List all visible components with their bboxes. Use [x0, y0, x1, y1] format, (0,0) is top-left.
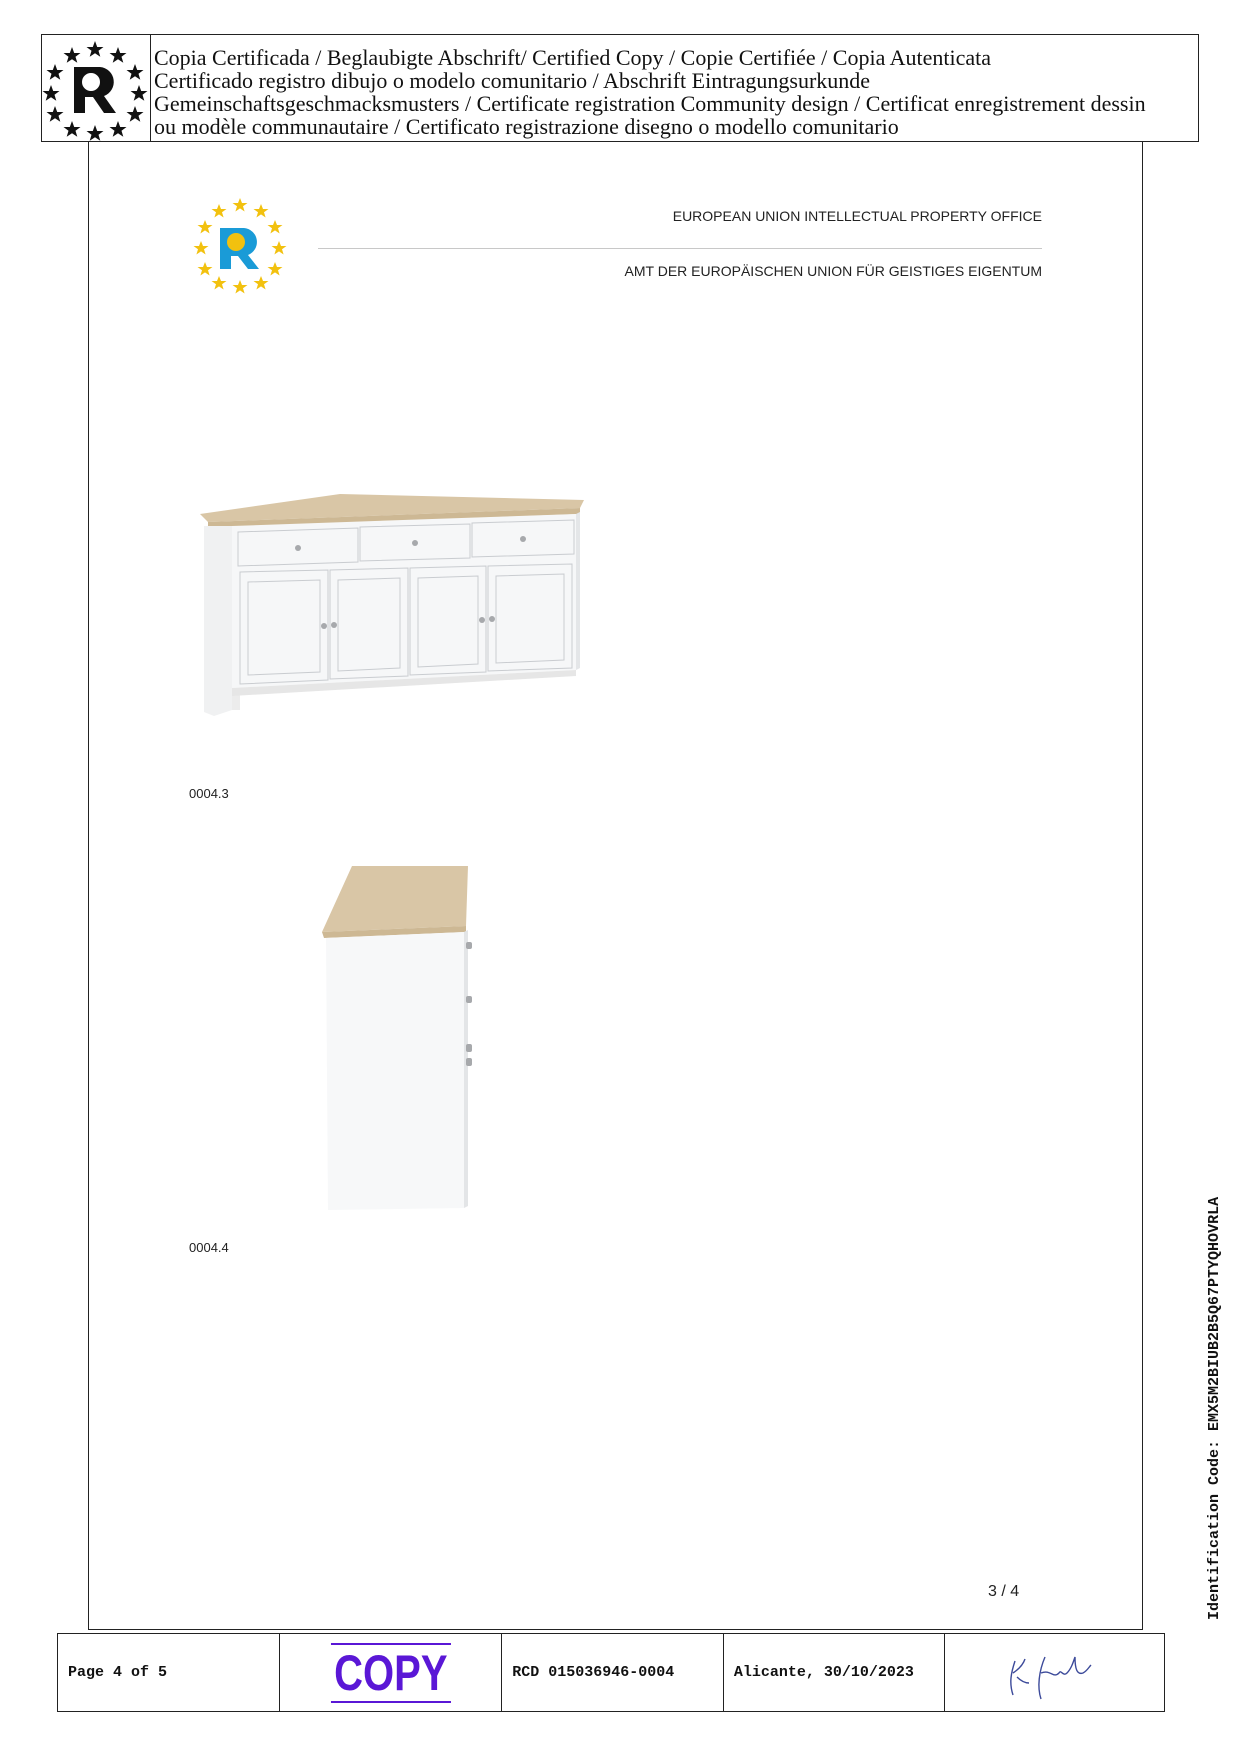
- certificate-title: [154, 46, 1194, 138]
- divider: [318, 248, 1042, 249]
- euipo-logo: [190, 196, 290, 296]
- header-line: Certificado registro dibujo o modelo comunitario / Abschrift Eintragungsurkunde: [154, 68, 871, 93]
- header-line: Gemeinschaftsgeschmacksmusters / Certificate registration Community design / Certificat enregistrement dessin: [154, 91, 1146, 116]
- page-number: 3 / 4: [988, 1583, 1020, 1600]
- office-name-german: AMT DER EUROPÄISCHEN UNION FÜR GEISTIGES EIGENTUM: [624, 263, 1042, 279]
- footer-page-info: Page 4 of 5: [58, 1634, 280, 1711]
- signature: [945, 1634, 1164, 1711]
- header-line: Copia Certificada / Beglaubigte Abschrift/ Certified Copy / Copie Certifiée / Copia Autenticata: [154, 45, 992, 70]
- handwritten-signature-icon: [995, 1643, 1115, 1703]
- euipo-logo-black: [42, 35, 151, 141]
- design-view-side: [318, 862, 478, 1212]
- identification-code: Identification Code: EMX5M2BIUB2B5Q67PTYQHOVRLA: [1206, 1196, 1223, 1620]
- footer-place-date: Alicante, 30/10/2023: [724, 1634, 946, 1711]
- office-name-english: EUROPEAN UNION INTELLECTUAL PROPERTY OFFICE: [672, 208, 1042, 224]
- view-label: 0004.3: [189, 786, 229, 801]
- footer-table: [57, 1633, 1165, 1712]
- footer-rcd-number: RCD 015036946-0004: [502, 1634, 724, 1711]
- copy-stamp: [280, 1634, 503, 1711]
- certificate-header: [41, 34, 1199, 142]
- view-label: 0004.4: [189, 1240, 229, 1255]
- copy-stamp-text: COPY: [331, 1643, 451, 1703]
- header-line: ou modèle communautaire / Certificato registrazione disegno o modello comunitario: [154, 114, 899, 139]
- design-view-perspective: [200, 490, 590, 750]
- page-frame: [88, 142, 1143, 1630]
